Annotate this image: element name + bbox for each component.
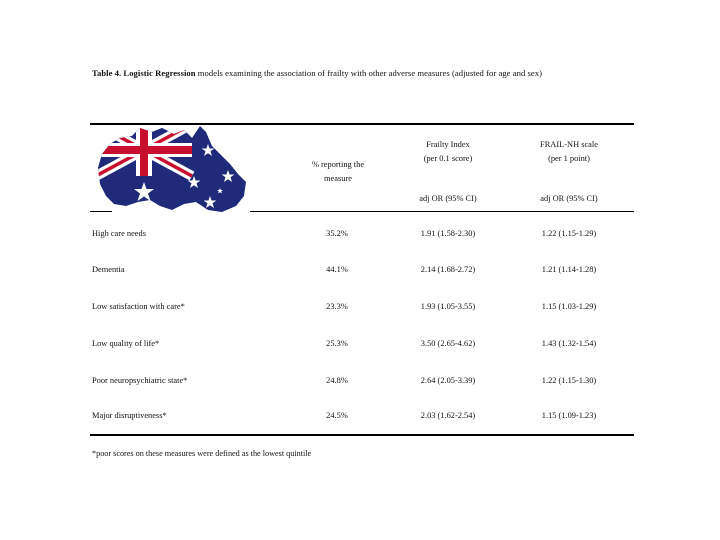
row-frail-nh-or: 1.43 (1.32-1.54) — [541, 339, 597, 348]
row-frail-nh-or: 1.21 (1.14-1.28) — [541, 265, 597, 274]
row-frailty-index-or: 1.93 (1.05-3.55) — [420, 302, 476, 311]
row-label: Low quality of life* — [92, 339, 160, 348]
footnote: *poor scores on these measures were defined as the lowest quintile — [92, 449, 312, 458]
row-frailty-index-or: 1.91 (1.58-2.30) — [420, 229, 476, 238]
row-percent: 24.8% — [326, 376, 348, 385]
row-percent: 24.5% — [326, 411, 348, 420]
subheader-frail-nh-or: adj OR (95% CI) — [540, 194, 598, 203]
header-left-rule — [90, 211, 112, 212]
row-frailty-index-or: 2.14 (1.68-2.72) — [420, 265, 476, 274]
row-frail-nh-or: 1.15 (1.03-1.29) — [541, 302, 597, 311]
row-percent: 23.3% — [326, 302, 348, 311]
australia-flag-map-icon — [96, 124, 252, 216]
caption-text: models examining the association of frailty with other adverse measures (adjusted for age and sex) — [195, 68, 543, 78]
row-frail-nh-or: 1.15 (1.09-1.23) — [541, 411, 597, 420]
table-caption — [92, 68, 542, 78]
caption-label: Table 4. Logistic Regression — [92, 68, 196, 78]
row-label: Major disruptiveness* — [92, 411, 167, 420]
row-percent: 25.3% — [326, 339, 348, 348]
row-percent: 35.2% — [326, 229, 348, 238]
header-frailty-index-unit: (per 0.1 score) — [423, 154, 473, 163]
row-label: High care needs — [92, 229, 146, 238]
row-label: Dementia — [92, 265, 125, 274]
subheader-frailty-index-or: adj OR (95% CI) — [419, 194, 477, 203]
row-frailty-index-or: 2.03 (1.62-2.54) — [420, 411, 476, 420]
row-frail-nh-or: 1.22 (1.15-1.29) — [541, 229, 597, 238]
header-frailty-index-title: Frailty Index — [426, 140, 470, 149]
row-frailty-index-or: 2.64 (2.05-3.39) — [420, 376, 476, 385]
bottom-rule — [90, 434, 634, 436]
row-frail-nh-or: 1.22 (1.15-1.30) — [541, 376, 597, 385]
header-bottom-rule — [250, 211, 634, 212]
header-frail-nh-unit: (per 1 point) — [548, 154, 590, 163]
header-frail-nh-title: FRAIL-NH scale — [540, 140, 598, 149]
row-label: Low satisfaction with care* — [92, 302, 185, 311]
row-percent: 44.1% — [326, 265, 348, 274]
row-frailty-index-or: 3.50 (2.65-4.62) — [420, 339, 476, 348]
header-percent-reporting: % reporting the measure — [311, 160, 365, 183]
row-label: Poor neuropsychiatric state* — [92, 376, 188, 385]
